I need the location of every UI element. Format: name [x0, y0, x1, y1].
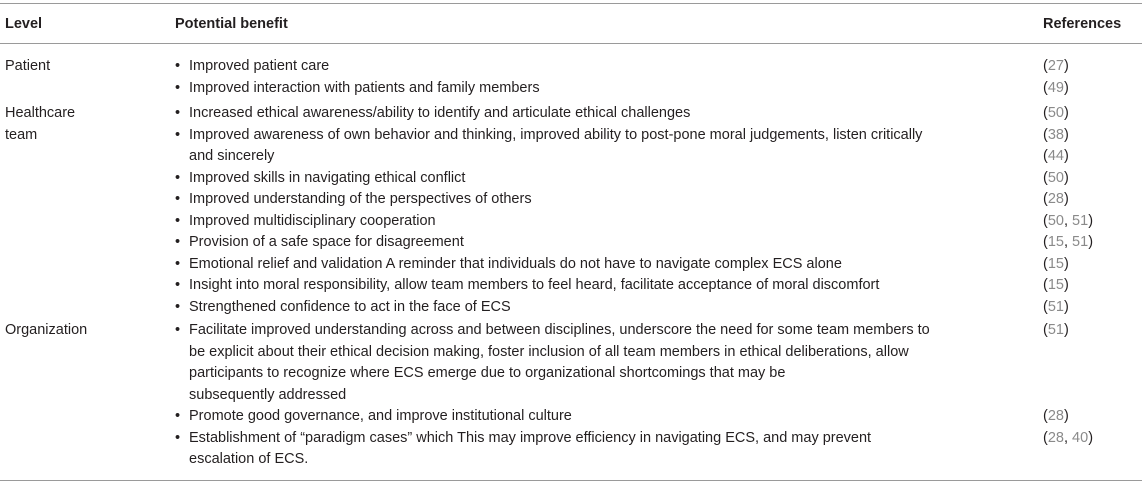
reference-cell: (15, 51)	[1043, 234, 1094, 250]
reference-link[interactable]: 49	[1047, 79, 1064, 96]
reference-link[interactable]: 44	[1047, 148, 1064, 164]
reference-link[interactable]: 50	[1047, 169, 1064, 186]
table-bottom-rule	[0, 480, 1142, 481]
bullet: •	[175, 322, 181, 338]
reference-link[interactable]: 50	[1047, 105, 1064, 121]
header-references: References	[1043, 16, 1122, 32]
reference-link[interactable]: 51	[1072, 234, 1089, 250]
reference-cell: (15)	[1043, 255, 1069, 272]
bullet: •	[175, 58, 181, 74]
reference-cell: (38)	[1043, 126, 1069, 143]
bullet: •	[175, 79, 181, 96]
level-healthcare-team-line2: team	[5, 126, 38, 143]
bullet: •	[175, 277, 181, 293]
reference-cell: (49)	[1043, 79, 1069, 96]
reference-cell: (28, 40)	[1043, 429, 1094, 446]
benefit-text: and sincerely	[189, 148, 275, 164]
bullet: •	[175, 169, 181, 186]
benefit-text: Establishment of “paradigm cases” which This may improve efficiency in navigating ECS, and may prevent	[189, 429, 872, 446]
bullet: •	[175, 255, 181, 272]
reference-link[interactable]: 40	[1072, 429, 1089, 446]
benefit-text: participants to recognize where ECS emerge due to organizational shortcomings that may be	[189, 365, 786, 381]
benefit-text: escalation of ECS.	[189, 451, 309, 467]
reference-cell: (50)	[1043, 105, 1069, 121]
table-top-rule	[0, 3, 1142, 4]
reference-cell: (51)	[1043, 298, 1069, 315]
benefit-text: subsequently addressed	[189, 386, 347, 403]
benefit-text: Improved patient care	[189, 58, 330, 74]
reference-link[interactable]: 27	[1047, 58, 1064, 74]
benefit-text: Increased ethical awareness/ability to identify and articulate ethical challenges	[189, 105, 691, 121]
reference-link[interactable]: 38	[1047, 126, 1064, 143]
benefit-text: Strengthened confidence to act in the face of ECS	[189, 298, 511, 315]
benefit-text: Improved skills in navigating ethical conflict	[189, 169, 466, 186]
level-organization: Organization	[5, 322, 88, 338]
bullet: •	[175, 429, 181, 446]
reference-link[interactable]: 51	[1047, 322, 1064, 338]
header-level: Level	[5, 16, 43, 32]
bullet: •	[175, 191, 181, 207]
bullet: •	[175, 105, 181, 121]
bullet: •	[175, 234, 181, 250]
bullet: •	[175, 408, 181, 424]
bullet: •	[175, 212, 181, 229]
reference-cell: (50)	[1043, 169, 1069, 186]
benefit-text: Emotional relief and validation A reminder that individuals do not have to navigate complex ECS alone	[189, 255, 842, 272]
benefit-text: be explicit about their ethical decision making, foster inclusion of all team members in ethical deliberations, allow	[189, 343, 909, 360]
benefit-text: Improved multidisciplinary cooperation	[189, 212, 436, 229]
header-potential-benefit: Potential benefit	[175, 16, 288, 32]
reference-link[interactable]: 15	[1047, 255, 1064, 272]
benefit-text: Improved interaction with patients and family members	[189, 79, 540, 96]
reference-cell: (50, 51)	[1043, 212, 1094, 229]
bullet: •	[175, 298, 181, 315]
reference-cell: (28)	[1043, 408, 1069, 424]
reference-cell: (15)	[1043, 277, 1069, 293]
reference-link[interactable]: 15	[1047, 234, 1064, 250]
benefit-text: Improved understanding of the perspectives of others	[189, 191, 532, 207]
benefit-text: Provision of a safe space for disagreement	[189, 234, 464, 250]
reference-link[interactable]: 28	[1047, 408, 1064, 424]
reference-link[interactable]: 50	[1047, 212, 1064, 229]
reference-link[interactable]: 51	[1072, 212, 1089, 229]
reference-cell: (51)	[1043, 322, 1069, 338]
reference-link[interactable]: 51	[1047, 298, 1064, 315]
level-healthcare-team-line1: Healthcare	[5, 105, 76, 121]
benefit-text: Improved awareness of own behavior and thinking, improved ability to post-pone moral judgements, listen critically	[189, 126, 923, 143]
benefit-text: Promote good governance, and improve institutional culture	[189, 408, 572, 424]
bullet: •	[175, 126, 181, 143]
reference-link[interactable]: 28	[1047, 191, 1064, 207]
benefit-text: Insight into moral responsibility, allow team members to feel heard, facilitate acceptance of moral discomfort	[189, 277, 880, 293]
reference-link[interactable]: 15	[1047, 277, 1064, 293]
header-rule	[0, 43, 1142, 44]
reference-link[interactable]: 28	[1047, 429, 1064, 446]
reference-cell: (27)	[1043, 58, 1069, 74]
level-patient: Patient	[5, 58, 51, 74]
reference-cell: (28)	[1043, 191, 1069, 207]
benefit-text: Facilitate improved understanding across and between disciplines, underscore the need for some team members to	[189, 322, 930, 338]
reference-cell: (44)	[1043, 148, 1069, 164]
